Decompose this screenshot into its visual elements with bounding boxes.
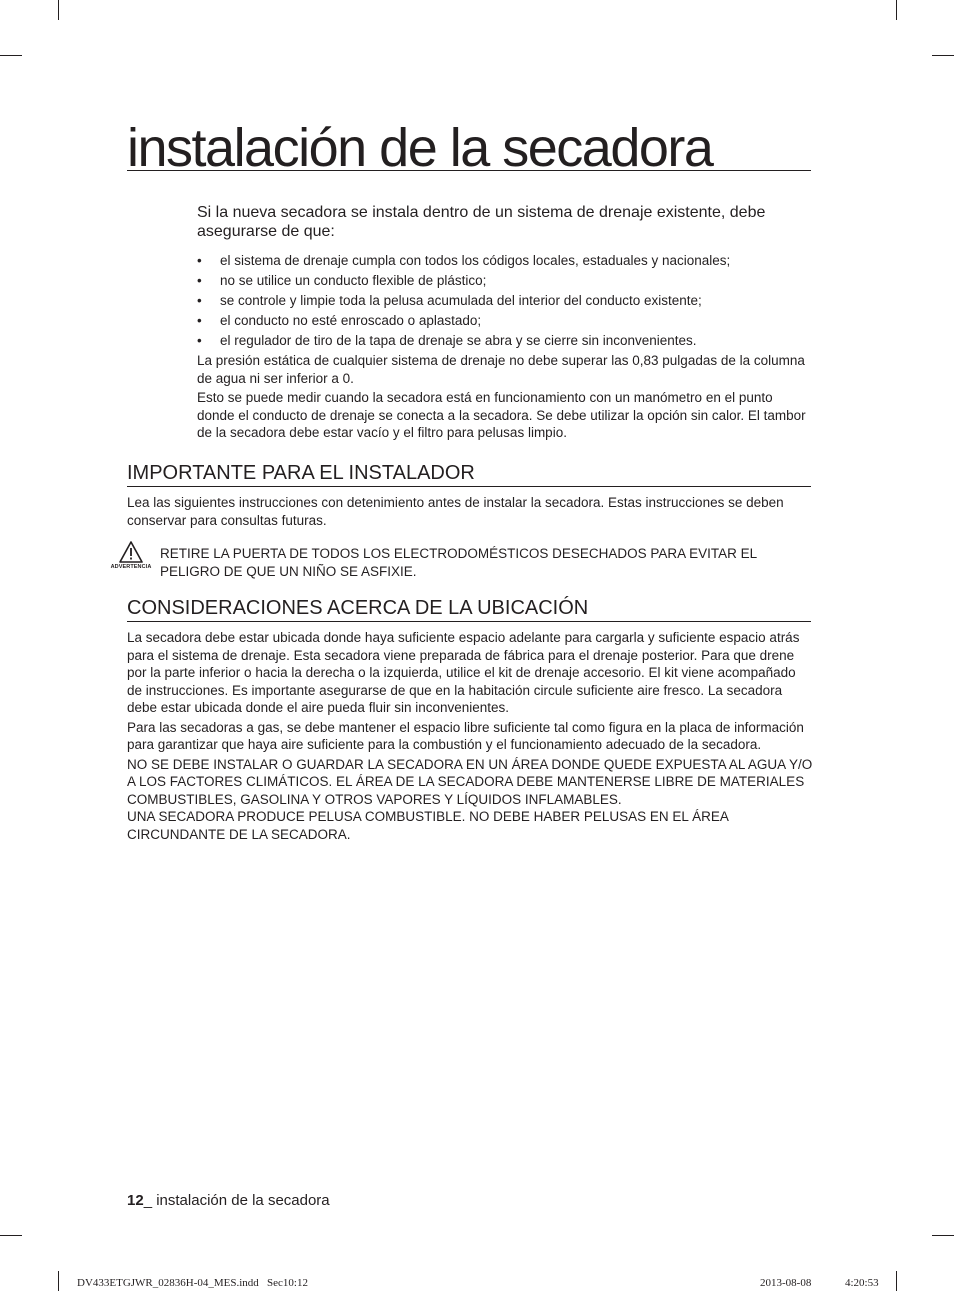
list-item: • se controle y limpie toda la pelusa acumulada del interior del conducto existente; (197, 291, 813, 311)
location-section (127, 629, 813, 843)
crop-mark (0, 1235, 22, 1236)
location-paragraph-lint: UNA SECADORA PRODUCE PELUSA COMBUSTIBLE. NO DEBE HABER PELUSAS EN EL ÁREA CIRCUNDANTE DE LA SECADORA. (127, 809, 729, 842)
requirements-list (197, 251, 813, 351)
page-footer (127, 1192, 330, 1209)
footer-section: instalación de la secadora (156, 1192, 330, 1209)
list-item: • no se utilice un conducto flexible de plástico; (197, 271, 813, 291)
location-paragraph-gas: Para las secadoras a gas, se debe mantener el espacio libre suficiente tal como figura en la placa de información para garantizar que haya aire suficiente para la combustión y el funcionamiento adecuado de la secadora. (127, 719, 804, 752)
slug-date: 2013-08-08 (760, 1277, 812, 1289)
location-paragraph-warning: NO SE DEBE INSTALAR O GUARDAR LA SECADORA EN UN ÁREA DONDE QUEDE EXPUESTA AL AGUA Y/O A LOS FACTORES CLIMÁTICOS. EL ÁREA DE LA SECADORA DEBE MANTENERSE LIBRE DE MATERIALES COMBUSTIBLES, GASOLINA Y OTROS VAPORES Y LÍQUIDOS INFLAMABLES. (127, 756, 813, 807)
location-heading: CONSIDERACIONES ACERCA DE LA UBICACIÓN (127, 596, 811, 622)
list-item: • el sistema de drenaje cumpla con todos los códigos locales, estaduales y nacionales; (197, 251, 813, 271)
warning-text-block (160, 545, 812, 580)
installer-text: Lea las siguientes instrucciones con detenimiento antes de instalar la secadora. Estas instrucciones se deben conservar para consultas futuras. (127, 495, 784, 528)
crop-mark (58, 0, 59, 20)
bullet-icon: • (197, 333, 202, 348)
installer-section (127, 494, 813, 529)
bullet-icon: • (197, 313, 202, 328)
crop-mark (0, 55, 22, 56)
list-item: • el regulador de tiro de la tapa de drenaje se abra y se cierre sin inconvenientes. (197, 331, 813, 351)
bullet-icon: • (197, 253, 202, 268)
location-paragraph-space: La secadora debe estar ubicada donde haya suficiente espacio adelante para cargarla y suficiente espacio atrás para el sistema de drenaje. Esta secadora viene preparada de fábrica para el drenaje posterior. Para que drene por la parte inferior o hacia la derecha o la izquierda, utilice el kit de drenaje accesorio. El kit viene acompañado de instrucciones. Es importante asegurarse de que en la habitación circule suficiente aire fresco. La secadora debe estar ubicada donde el aire pueda fluir sin inconvenientes. (127, 630, 800, 715)
installer-heading: IMPORTANTE PARA EL INSTALADOR (127, 461, 811, 487)
pressure-paragraph: La presión estática de cualquier sistema de drenaje no debe superar las 0,83 pulgadas de la columna de agua ni ser inferior a 0. (197, 353, 805, 386)
crop-mark (58, 1271, 59, 1291)
warning-text: RETIRE LA PUERTA DE TODOS LOS ELECTRODOMÉSTICOS DESECHADOS PARA EVITAR EL PELIGRO DE QUE UN NIÑO SE ASFIXIE. (160, 546, 757, 579)
bullet-icon: • (197, 273, 202, 288)
warning-badge (106, 540, 156, 574)
slug-time: 4:20:53 (845, 1277, 879, 1289)
list-item: • el conducto no esté enroscado o aplastado; (197, 311, 813, 331)
page-number: 12 (127, 1192, 144, 1209)
bullet-icon: • (197, 293, 202, 308)
warning-label: ADVERTENCIA (110, 564, 152, 570)
intro-lead: Si la nueva secadora se instala dentro de un sistema de drenaje existente, debe asegurarse de que: (197, 204, 766, 240)
page-title: instalación de la secadora (127, 118, 811, 171)
footer-separator: _ (143, 1192, 157, 1209)
crop-mark (896, 0, 897, 20)
intro-section (197, 203, 813, 442)
slug-file: DV433ETGJWR_02836H-04_MES.indd Sec10:12 (77, 1277, 308, 1289)
crop-mark (932, 55, 954, 56)
crop-mark (896, 1271, 897, 1291)
crop-mark (932, 1235, 954, 1236)
measurement-paragraph: Esto se puede medir cuando la secadora está en funcionamiento con un manómetro en el punto donde el conducto de drenaje se conecta a la secadora. Se debe utilizar la opción sin calor. El tambor de la secadora debe estar vacío y el filtro para pelusas limpio. (197, 390, 806, 440)
warning-triangle-icon (106, 540, 156, 564)
